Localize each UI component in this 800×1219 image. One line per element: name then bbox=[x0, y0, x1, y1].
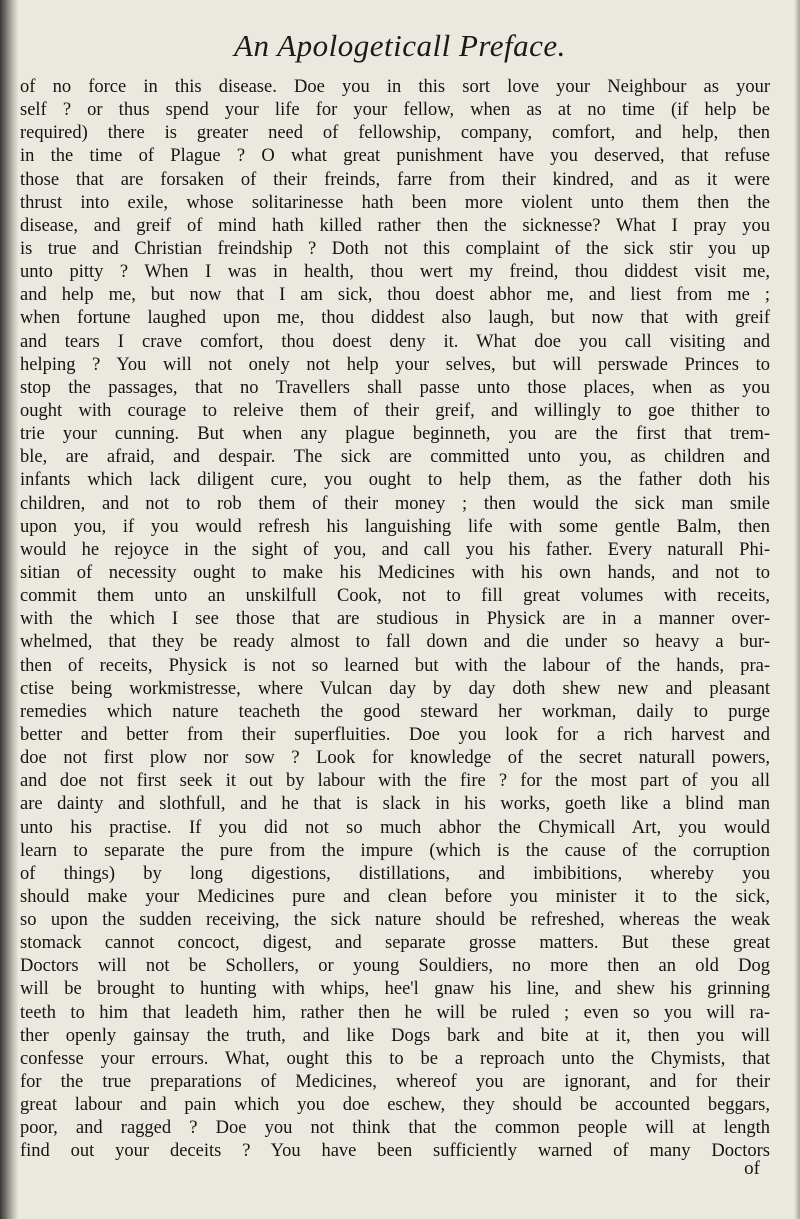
text-line: ther openly gainsay the truth, and like Dogs bark and bite at it, then you will bbox=[20, 1025, 770, 1046]
text-line: ble, are afraid, and despair. The sick are committed unto you, as children and bbox=[20, 447, 770, 468]
text-line: with the which I see those that are studious in Physick are in a manner over- bbox=[20, 609, 770, 630]
text-line: stomack cannot concoct, digest, and separate grosse matters. But these great bbox=[20, 933, 770, 954]
text-line: then of receits, Physick is not so learned but with the labour of the hands, pra- bbox=[20, 655, 770, 676]
text-line: in the time of Plague ? O what great punishment have you deserved, that refuse bbox=[20, 146, 770, 167]
text-line: and tears I crave comfort, thou doest deny it. What doe you call visiting and bbox=[20, 331, 770, 352]
text-line: of no force in this disease. Doe you in this sort love your Neighbour as your bbox=[20, 77, 770, 97]
text-line: would he rejoyce in the sight of you, and call you his father. Every naturall Phi- bbox=[20, 539, 770, 560]
text-line: whelmed, that they be ready almost to fall down and die under so heavy a bur- bbox=[20, 632, 770, 653]
text-line: helping ? You will not onely not help your selves, but will perswade Princes to bbox=[20, 354, 770, 375]
text-line: is true and Christian freindship ? Doth not this complaint of the sick stir you up bbox=[20, 238, 770, 259]
text-line: for the true preparations of Medicines, whereof you are ignorant, and for their bbox=[20, 1072, 770, 1093]
body-text bbox=[20, 76, 770, 1164]
text-line: Doctors will not be Schollers, or young Souldiers, no more then an old Dog bbox=[20, 956, 770, 977]
text-line: confesse your errours. What, ought this to be a reproach unto the Chymists, that bbox=[20, 1048, 770, 1069]
text-line: unto pitty ? When I was in health, thou wert my freind, thou diddest visit me, bbox=[20, 262, 770, 283]
text-line: sitian of necessity ought to make his Medicines with his own hands, and not to bbox=[20, 562, 770, 583]
text-line: learn to separate the pure from the impure (which is the cause of the corruption bbox=[20, 840, 770, 861]
text-line: when fortune laughed upon me, thou diddest also laugh, but now that with greif bbox=[20, 308, 770, 329]
text-line: should make your Medicines pure and clean before you minister it to the sick, bbox=[20, 886, 770, 907]
binding-gutter bbox=[0, 0, 18, 1219]
text-line: stop the passages, that no Travellers shall passe unto those places, when as you bbox=[20, 377, 770, 398]
text-line: trie your cunning. But when any plague beginneth, you are the first that trem- bbox=[20, 424, 770, 445]
text-line: infants which lack diligent cure, you ought to help them, as the father doth his bbox=[20, 470, 770, 491]
text-line: commit them unto an unskilfull Cook, not to fill great volumes with receits, bbox=[20, 586, 770, 607]
text-line: upon you, if you would refresh his languishing life with some gentle Balm, then bbox=[20, 516, 770, 537]
text-line: will be brought to hunting with whips, hee'l gnaw his line, and shew his grinning bbox=[20, 979, 770, 1000]
page-edge bbox=[794, 0, 800, 1219]
text-line: teeth to him that leadeth him, rather then he will be ruled ; even so you will ra- bbox=[20, 1002, 770, 1023]
text-line: disease, and greif of mind hath killed rather then the sicknesse? What I pray you bbox=[20, 215, 770, 236]
catchword: of bbox=[744, 1158, 760, 1179]
text-line: better and better from their superfluities. Doe you look for a rich harvest and bbox=[20, 724, 770, 745]
text-line: those that are forsaken of their freinds, farre from their kindred, and as it were bbox=[20, 169, 770, 190]
text-line: required) there is greater need of fellowship, company, comfort, and help, then bbox=[20, 123, 770, 144]
running-head: An Apologeticall Preface. bbox=[234, 28, 566, 63]
text-line: remedies which nature teacheth the good steward her workman, daily to purge bbox=[20, 701, 770, 722]
text-line: and help me, but now that I am sick, thou doest abhor me, and liest from me ; bbox=[20, 285, 770, 306]
text-line: ctise being workmistresse, where Vulcan day by day doth shew new and pleasant bbox=[20, 678, 770, 699]
text-line: thrust into exile, whose solitarinesse hath been more violent unto them then the bbox=[20, 192, 770, 213]
text-line: children, and not to rob them of their money ; then would the sick man smile bbox=[20, 493, 770, 514]
text-line: and doe not first seek it out by labour with the fire ? for the most part of you all bbox=[20, 771, 770, 792]
text-line: doe not first plow nor sow ? Look for knowledge of the secret naturall powers, bbox=[20, 748, 770, 769]
text-line: find out your deceits ? You have been sufficiently warned of many Doctors bbox=[20, 1141, 770, 1162]
text-line: unto his practise. If you did not so much abhor the Chymicall Art, you would bbox=[20, 817, 770, 838]
text-line: great labour and pain which you doe eschew, they should be accounted beggars, bbox=[20, 1095, 770, 1116]
text-line: self ? or thus spend your life for your fellow, when as at no time (if help be bbox=[20, 100, 770, 121]
text-line: so upon the sudden receiving, the sick nature should be refreshed, whereas the weak bbox=[20, 910, 770, 931]
text-line: of things) by long digestions, distillations, and imbibitions, whereby you bbox=[20, 863, 770, 884]
text-line: poor, and ragged ? Doe you not think that the common people will at length bbox=[20, 1118, 770, 1139]
text-line: ought with courage to releive them of their greif, and willingly to goe thither to bbox=[20, 400, 770, 421]
text-line: are dainty and slothfull, and he that is slack in his works, goeth like a blind man bbox=[20, 794, 770, 815]
